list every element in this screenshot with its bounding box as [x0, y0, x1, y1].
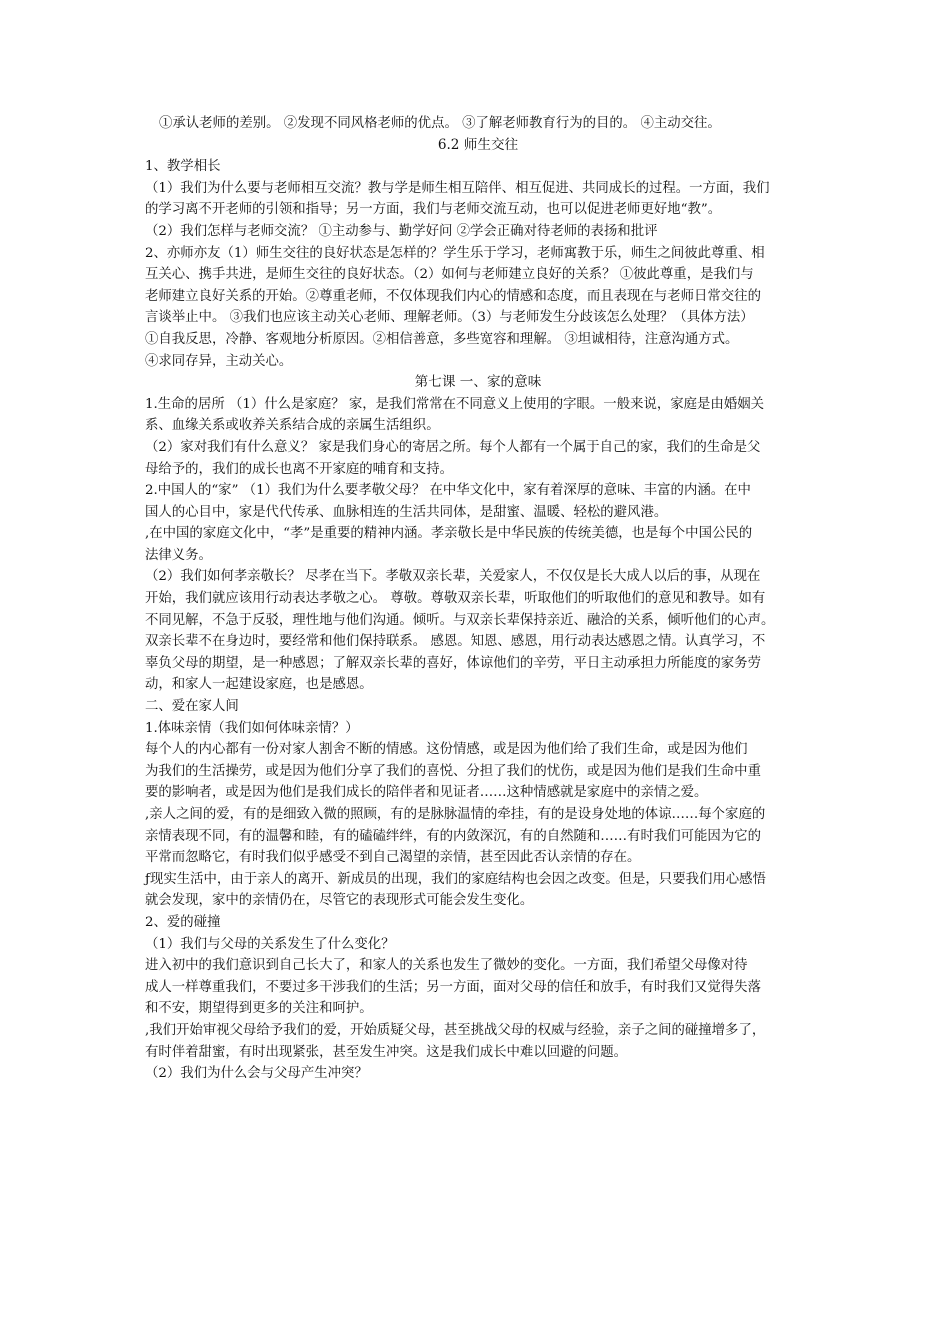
text-line: 互关心、携手共进，是师生交往的良好状态。（2）如何与老师建立良好的关系？ ①彼此尊重，是我们与 — [145, 267, 754, 283]
text-line: ,在中国的家庭文化中，“孝”是重要的精神内涵。孝亲敬长是中华民族的传统美德，也是每个中国公民的 — [145, 526, 753, 542]
text-line: ④求同存异，主动关心。 — [145, 353, 293, 369]
text-line: 2、爱的碰撞 — [145, 914, 221, 930]
text-line: 1.体味亲情（我们如何体味亲情？） — [145, 720, 359, 736]
text-line: 双亲长辈不在身边时，要经常和他们保持联系。 感恩。知恩、感恩，用行动表达感恩之情。认真学习，不 — [145, 634, 766, 650]
text-line: 亲情表现不同，有的温馨和睦，有的磕磕绊绊，有的内敛深沉，有的自然随和……有时我们可能因为它的 — [145, 828, 761, 844]
text-line: 开始，我们就应该用行动表达孝敬之心。 尊敬。尊敬双亲长辈，听取他们的听取他们的意见和教导。如有 — [145, 591, 766, 607]
text-line: 老师建立良好关系的开始。②尊重老师，不仅体现我们内心的情感和态度，而且表现在与老师日常交往的 — [145, 288, 761, 304]
text-line: ①承认老师的差别。 ②发现不同风格老师的优点。 ③了解老师教育行为的目的。 ④主动交往。 — [159, 116, 721, 131]
text-line: 法律义务。 — [145, 547, 212, 563]
text-line: 1、教学相长 — [145, 159, 221, 175]
text-line: 每个人的内心都有一份对家人割舍不断的情感。这份情感，或是因为他们给了我们生命，或是因为他们 — [145, 742, 748, 758]
text-line: 的学习离不开老师的引领和指导；另一方面，我们与老师交流互动，也可以促进老师更好地“教”。 — [145, 202, 722, 218]
text-line: 就会发现，家中的亲情仍在，尽管它的表现形式可能会发生变化。 — [145, 893, 534, 909]
text-line: 和不安，期望得到更多的关注和呵护。 — [145, 1001, 373, 1017]
text-line: （1）我们与父母的关系发生了什么变化？ — [145, 936, 395, 952]
text-line: 二、爱在家人间 — [145, 699, 239, 715]
document-page — [145, 113, 811, 1085]
section-heading: 第七课 一、家的意味 — [414, 374, 542, 391]
text-line: 辜负父母的期望，是一种感恩；了解双亲长辈的喜好，体谅他们的辛劳，平日主动承担力所能度的家务劳 — [145, 655, 761, 671]
text-line: （2）我们如何孝亲敬长？ 尽孝在当下。孝敬双亲长辈，关爱家人，不仅仅是长大成人以后的事，从现在 — [145, 569, 761, 585]
text-line: 不同见解，不急于反驳，理性地与他们沟通。倾听。与双亲长辈保持亲近、融洽的关系，倾听他们的心声。 — [145, 612, 775, 628]
text-line: 系、血缘关系或收养关系结合成的亲属生活组织。 — [145, 418, 440, 434]
section-heading: 6.2 师生交往 — [437, 136, 519, 153]
text-line: ①自我反思，冷静、客观地分析原因。②相信善意，多些宽容和理解。 ③坦诚相待，注意沟通方式。 — [145, 331, 739, 347]
text-line: 为我们的生活操劳，或是因为他们分享了我们的喜悦、分担了我们的忧伤，或是因为他们是我们生命中重 — [145, 763, 761, 779]
text-line: ƒ现实生活中，由于亲人的离开、新成员的出现，我们的家庭结构也会因之改变。但是，只要我们用心感悟 — [145, 871, 766, 887]
text-line: 2、亦师亦友（1）师生交往的良好状态是怎样的？学生乐于学习，老师寓教于乐，师生之间彼此尊重、相 — [145, 245, 765, 261]
text-line: 国人的心目中，家是代代传承、血脉相连的生活共同体，是甜蜜、温暖、轻松的避风港。 — [145, 504, 668, 520]
text-line: 言谈举止中。 ③我们也应该主动关心老师、理解老师。（3）与老师发生分歧该怎么处理？（具体方法） — [145, 310, 754, 326]
text-line: 平常而忽略它，有时我们似乎感受不到自己渴望的亲情，甚至因此否认亲情的存在。 — [145, 850, 641, 866]
text-line: 动，和家人一起建设家庭，也是感恩。 — [145, 677, 373, 693]
text-line: （2）我们为什么会与父母产生冲突？ — [145, 1066, 368, 1082]
text-line: 进入初中的我们意识到自己长大了，和家人的关系也发生了微妙的变化。一方面，我们希望父母像对待 — [145, 958, 748, 974]
text-line: 2.中国人的“家” （1）我们为什么要孝敬父母？ 在中华文化中，家有着深厚的意味、丰富的内涵。在中 — [145, 483, 751, 499]
text-line: ,亲人之间的爱，有的是细致入微的照顾，有的是脉脉温情的牵挂，有的是设身处地的体谅……每个家庭的 — [145, 807, 766, 822]
text-line: 1.生命的居所 （1）什么是家庭？ 家，是我们常常在不同意义上使用的字眼。一般来说，家庭是由婚姻关 — [145, 396, 764, 412]
text-line: （1）我们为什么要与老师相互交流？教与学是师生相互陪伴、相互促进、共同成长的过程。一方面，我们 — [145, 180, 770, 196]
text-line: 要的影响者，或是因为他们是我们成长的陪伴者和见证者……这种情感就是家庭中的亲情之爱。 — [145, 785, 708, 801]
text-line: 成人一样尊重我们，不要过多干涉我们的生活；另一方面，面对父母的信任和放手，有时我们又觉得失落 — [145, 979, 761, 995]
text-line: （2）家对我们有什么意义？ 家是我们身心的寄居之所。每个人都有一个属于自己的家，我们的生命是父 — [145, 439, 761, 455]
text-line: （2）我们怎样与老师交流？ ①主动参与、勤学好问 ②学会正确对待老师的表扬和批评 — [145, 223, 658, 239]
text-line: 有时伴着甜蜜，有时出现紧张，甚至发生冲突。这是我们成长中难以回避的问题。 — [145, 1044, 628, 1060]
text-line: ,我们开始审视父母给予我们的爱，开始质疑父母，甚至挑战父母的权威与经验，亲子之间的碰撞增多了， — [145, 1022, 766, 1038]
text-line: 母给予的，我们的成长也离不开家庭的哺育和支持。 — [145, 461, 453, 477]
